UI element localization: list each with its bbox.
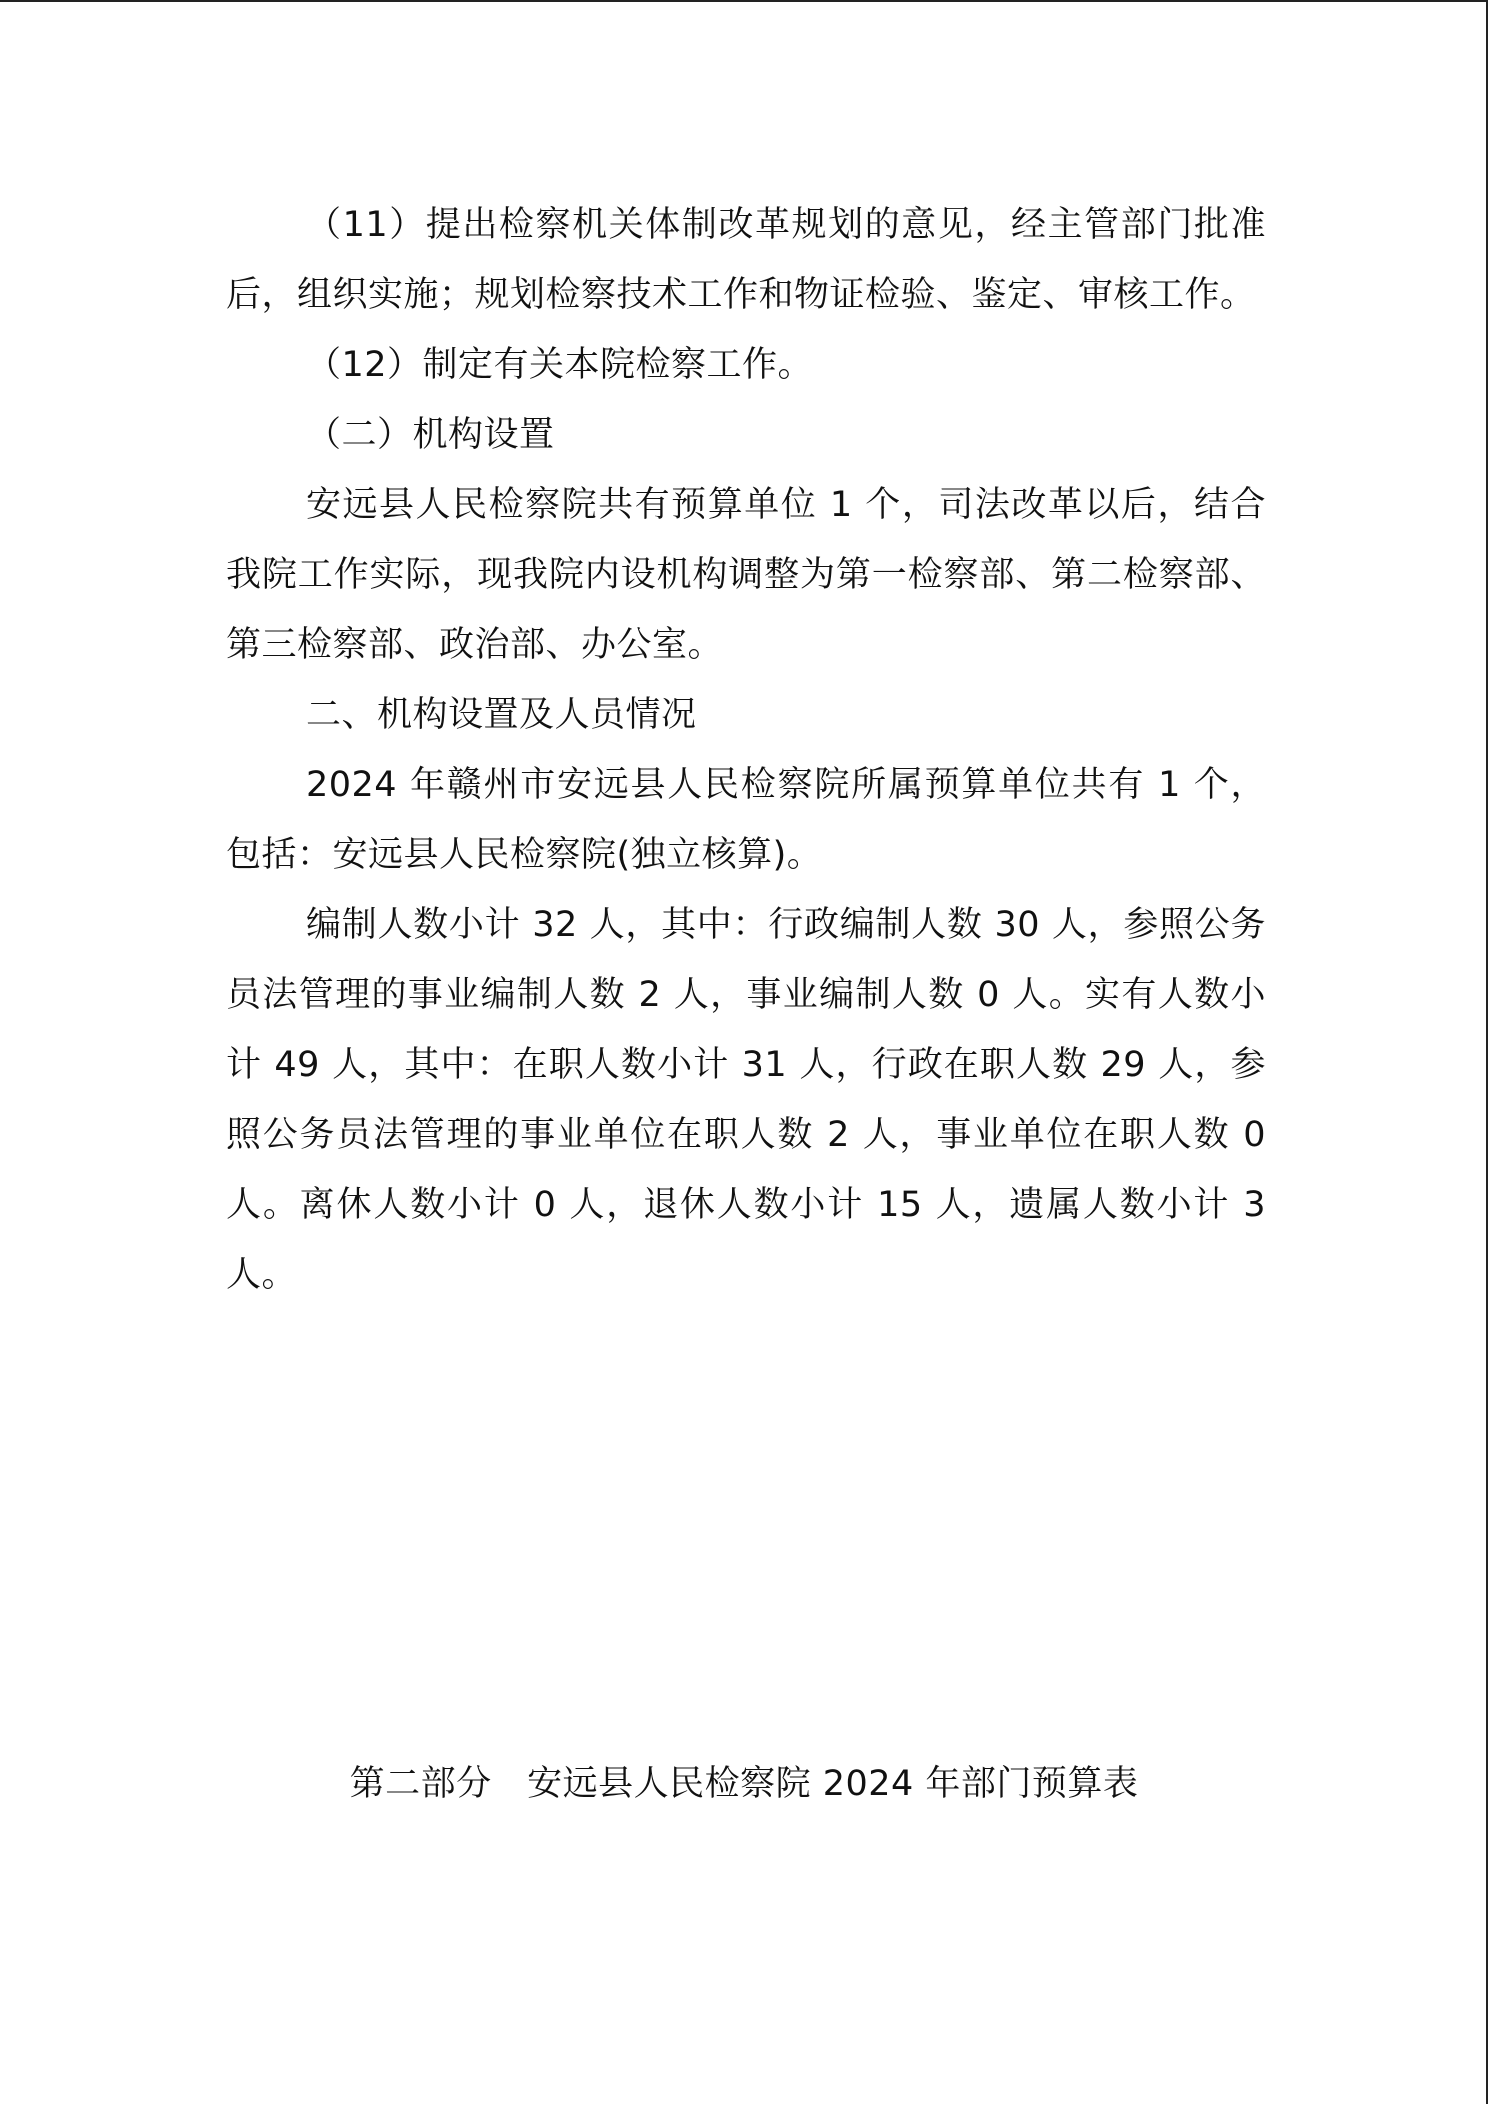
paragraph-org-description: 安远县人民检察院共有预算单位 1 个，司法改革以后，结合我院工作实际，现我院内设机构调整为第一检察部、第二检察部、第三检察部、政治部、办公室。: [226, 485, 1266, 665]
paragraph-budget-units: 2024 年赣州市安远县人民检察院所属预算单位共有 1 个，包括：安远县人民检察院(独立核算)。: [226, 765, 1266, 875]
heading-org-setup: （二）机构设置: [306, 415, 555, 455]
document-body: [226, 190, 1266, 1310]
heading-org-and-staff: 二、机构设置及人员情况: [306, 695, 697, 735]
section-title: 第二部分 安远县人民检察院 2024 年部门预算表: [349, 1764, 1139, 1804]
paragraph-duty-11: （11）提出检察机关体制改革规划的意见，经主管部门批准后，组织实施；规划检察技术工作和物证检验、鉴定、审核工作。: [226, 205, 1266, 315]
paragraph-staff-numbers: 编制人数小计 32 人，其中：行政编制人数 30 人，参照公务员法管理的事业编制人数 2 人，事业编制人数 0 人。实有人数小计 49 人，其中：在职人数小计 31 人，行政在职人数 29 人，参照公务员法管理的事业单位在职人数 2 人，事业单位在职人数 0 人。离休人数小计 0 人，退休人数小计 15 人，遗属人数小计 3 人。: [226, 905, 1266, 1295]
paragraph-duty-12: （12）制定有关本院检察工作。: [306, 345, 814, 385]
